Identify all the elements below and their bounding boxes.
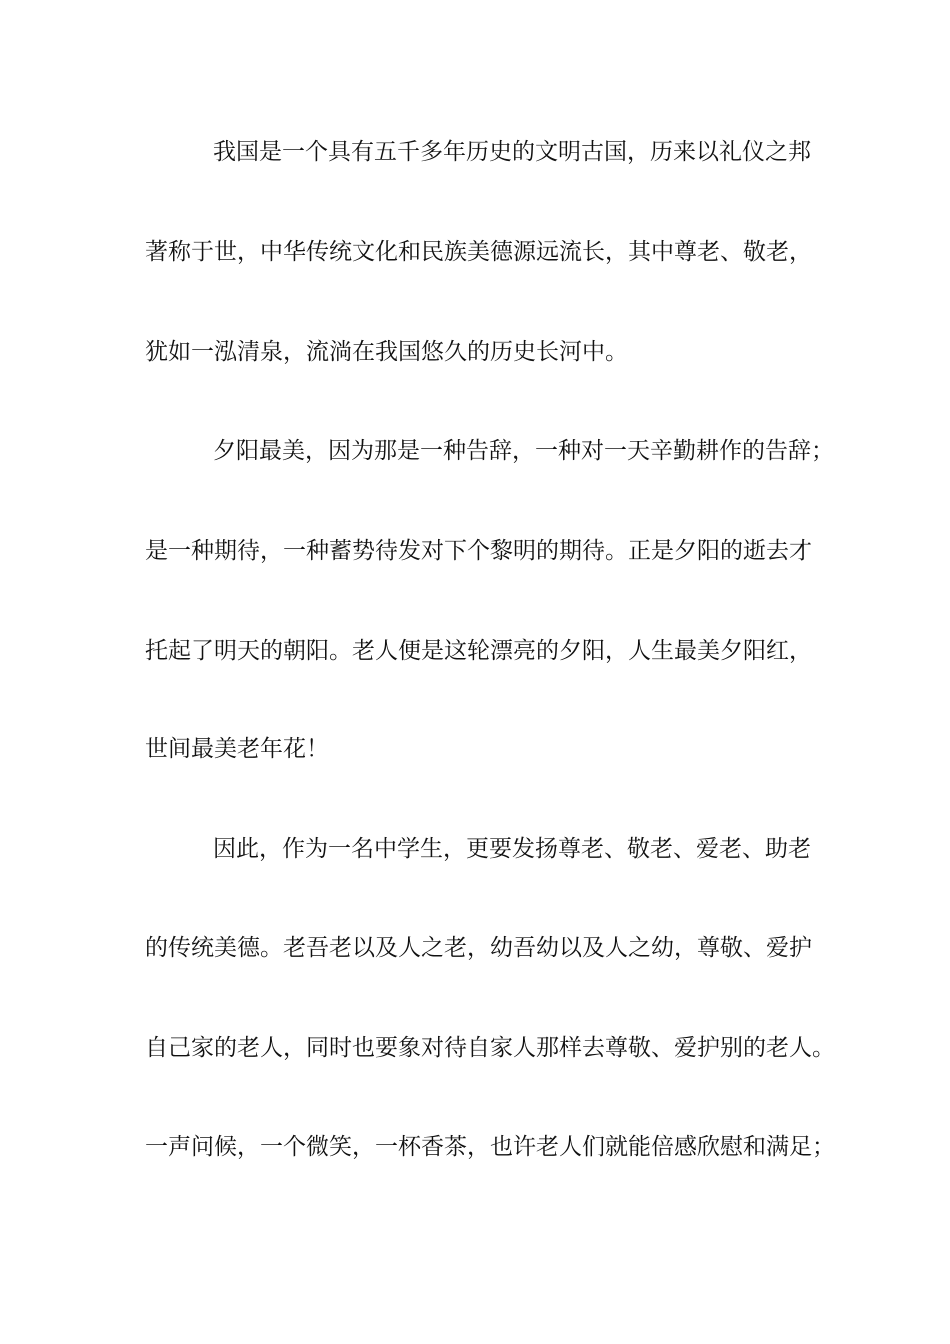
- paragraph-3-line-3: 自己家的老人，同时也要象对待自家人那样去尊敬、爱护别的老人。: [145, 1035, 835, 1061]
- paragraph-2-line-4: 世间最美老年花！: [145, 736, 329, 762]
- paragraph-3-line-4: 一声问候，一个微笑，一杯香茶，也许老人们就能倍感欣慰和满足；: [145, 1134, 835, 1160]
- paragraph-1-line-2: 著称于世，中华传统文化和民族美德源远流长，其中尊老、敬老，: [145, 239, 812, 265]
- paragraph-3-line-1: 因此，作为一名中学生，更要发扬尊老、敬老、爱老、助老: [213, 836, 811, 862]
- paragraph-3-line-2: 的传统美德。老吾老以及人之老，幼吾幼以及人之幼，尊敬、爱护: [145, 935, 812, 961]
- paragraph-1-line-3: 犹如一泓清泉，流淌在我国悠久的历史长河中。: [145, 339, 628, 365]
- paragraph-1-line-1: 我国是一个具有五千多年历史的文明古国，历来以礼仪之邦: [213, 139, 811, 165]
- paragraph-2-line-3: 托起了明天的朝阳。老人便是这轮漂亮的夕阳，人生最美夕阳红，: [145, 638, 812, 664]
- paragraph-2-line-2: 是一种期待，一种蓄势待发对下个黎明的期待。正是夕阳的逝去才: [145, 538, 812, 564]
- paragraph-2-line-1: 夕阳最美，因为那是一种告辞，一种对一天辛勤耕作的告辞；: [213, 438, 834, 464]
